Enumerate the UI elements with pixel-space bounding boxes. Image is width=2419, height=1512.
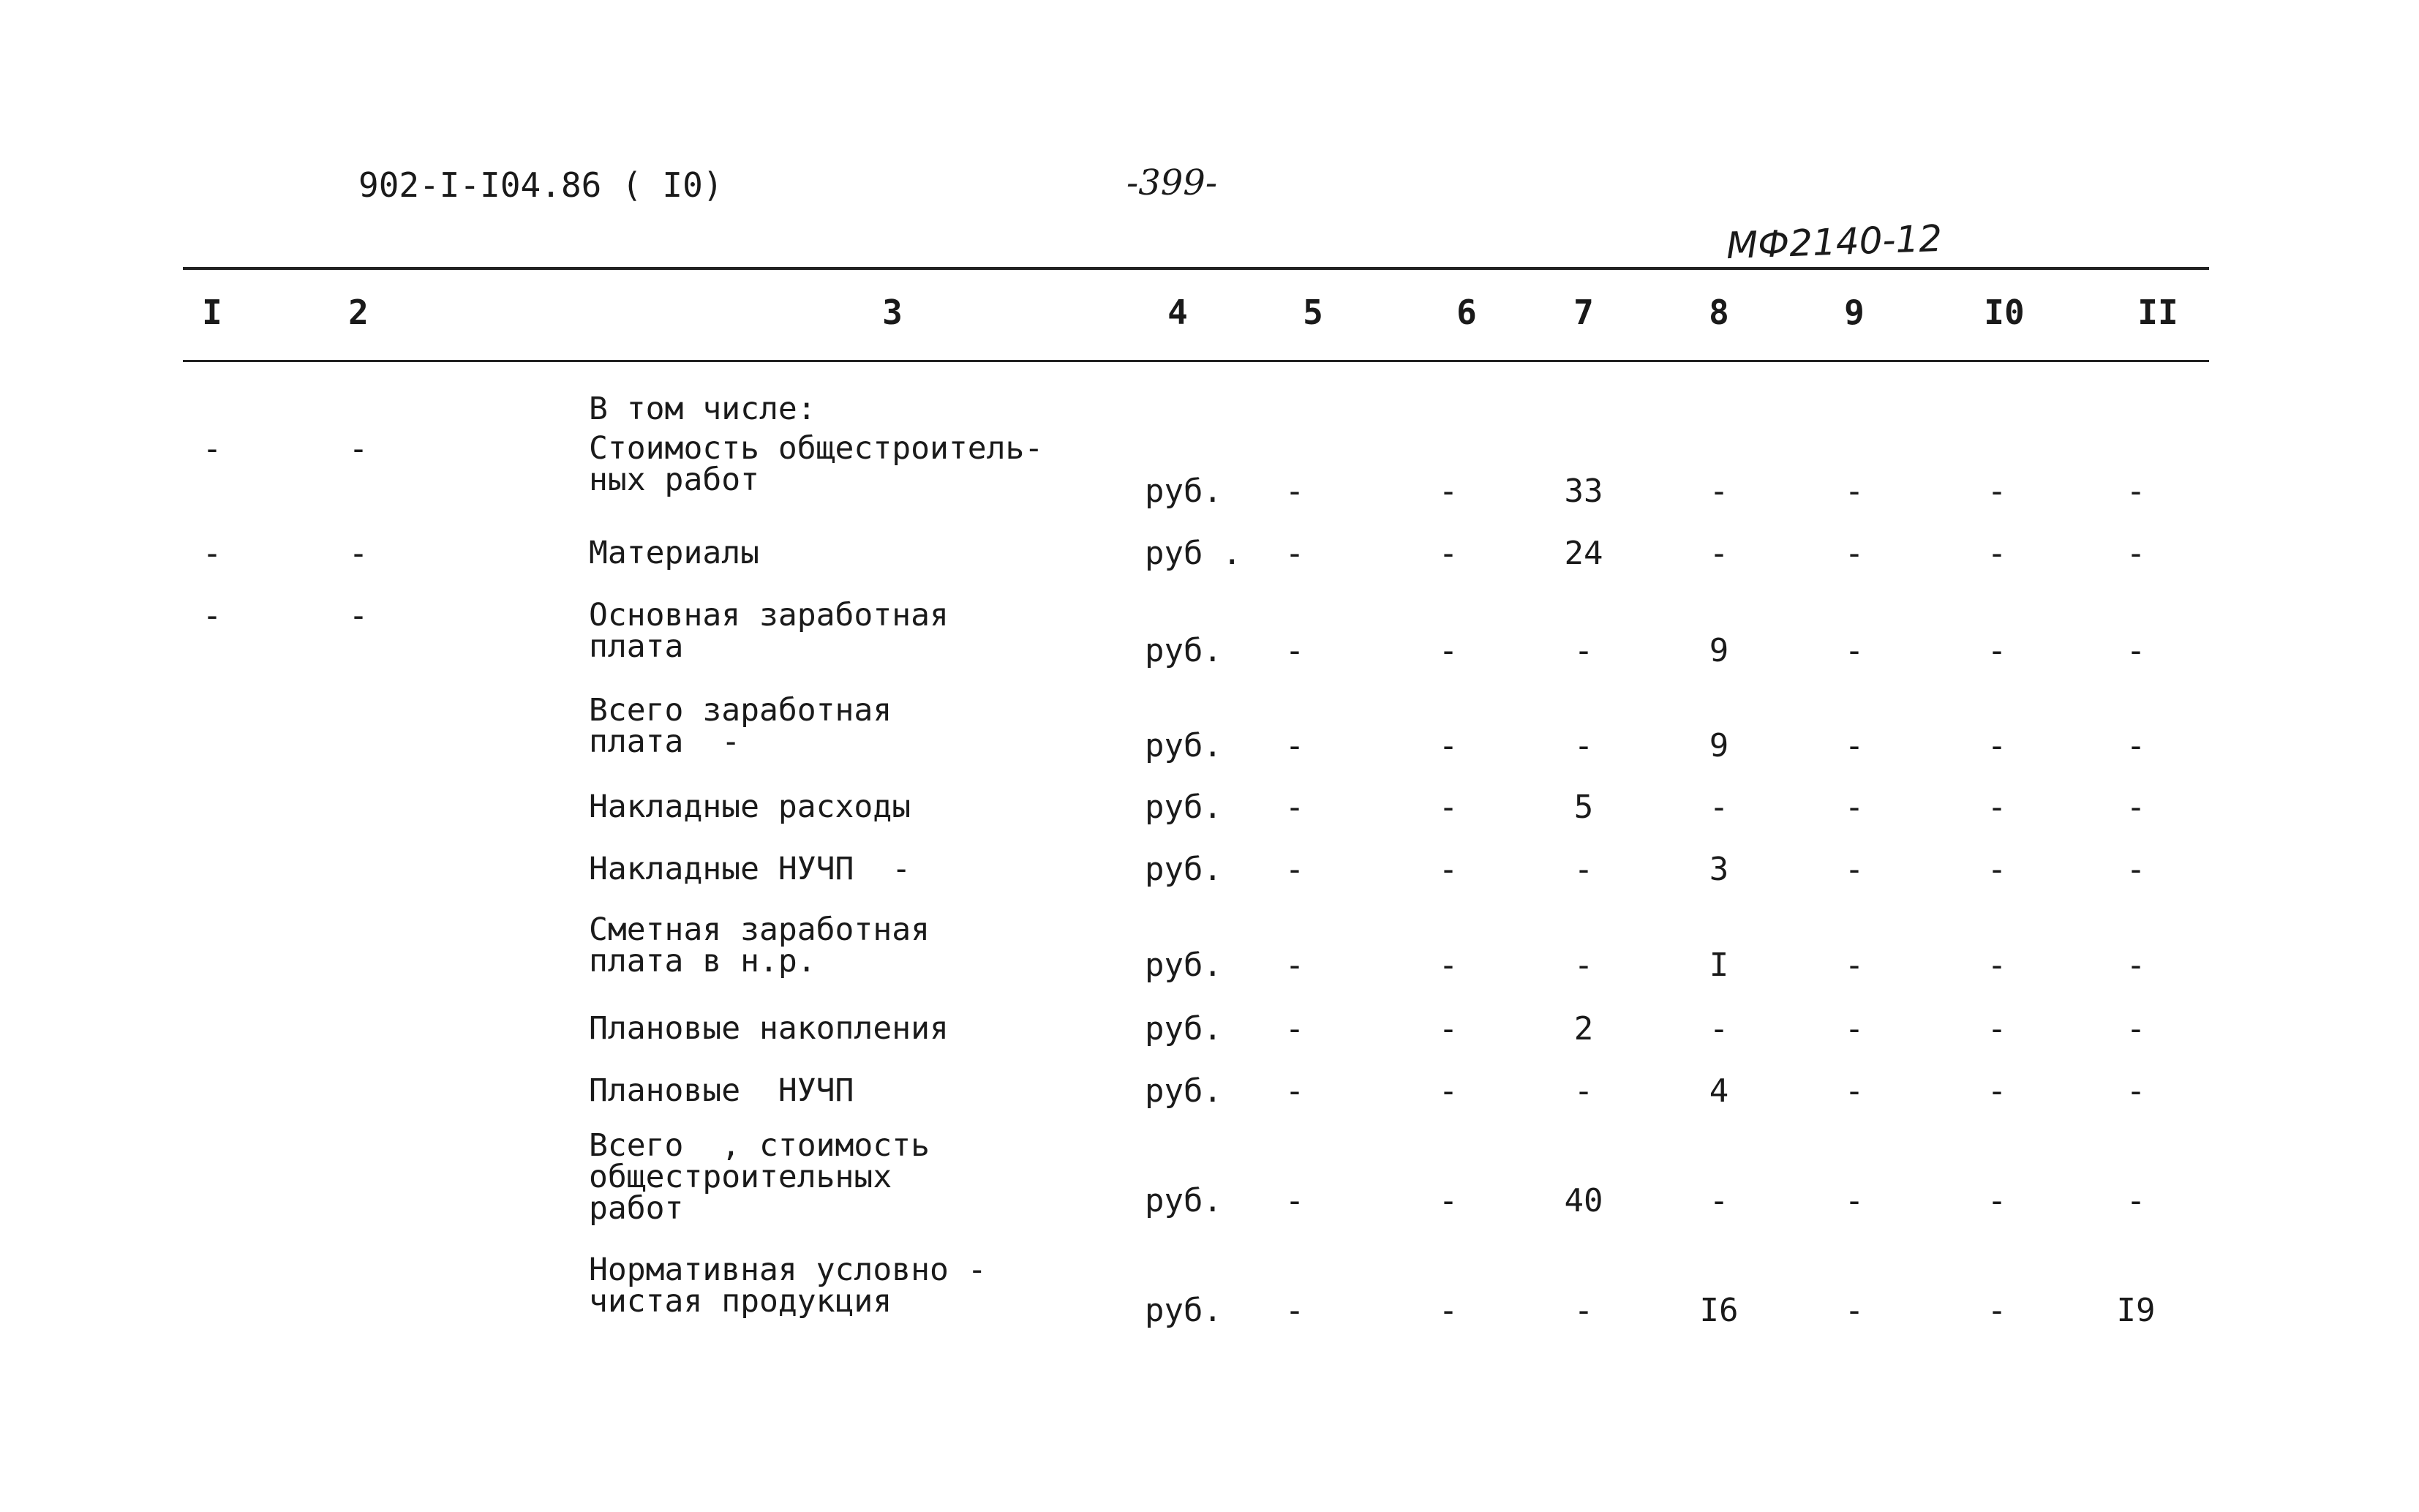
row-value-c11: - [2126,789,2146,826]
column-number: 6 [1456,293,1477,332]
row-value-c6: - [1438,789,1459,826]
row-value-c11: - [2126,1010,2146,1048]
row-description-line: Плановые НУЧП [589,1072,854,1109]
page-number: -399- [1126,162,1218,203]
row-value-c9: - [1844,473,1865,510]
row-value-c8: I6 [1699,1292,1739,1329]
row-description-line: Стоимость общестроитель- [589,430,1044,467]
row-value-c9: - [1844,1292,1865,1329]
row-value-c8: 3 [1709,851,1729,888]
column-number: II [2137,293,2178,332]
column-number: 4 [1167,293,1188,332]
row-value-c11: - [2126,1072,2146,1110]
row-value-c5: - [1284,947,1305,984]
handwritten-stamp: МФ2140-12 [1726,217,1944,268]
row-value-c6: - [1438,473,1459,510]
row-value-c10: - [1987,947,2007,984]
row-value-c5: - [1284,789,1305,826]
row-col-1: - [202,430,222,467]
row-col-2: - [348,597,369,634]
row-value-c10: - [1987,473,2007,510]
row-value-c7: - [1573,632,1594,669]
row-unit: руб. [1145,473,1222,510]
column-number: I0 [1984,293,2025,332]
column-number: I [202,293,222,332]
row-value-c10: - [1987,632,2007,669]
row-value-c7: 5 [1573,789,1594,826]
row-description-line: плата [589,628,684,665]
row-value-c5: - [1284,851,1305,888]
row-unit: руб. [1145,727,1222,764]
row-value-c9: - [1844,1072,1865,1110]
row-description-line: плата в н.р. [589,943,816,979]
row-value-c11: - [2126,473,2146,510]
row-value-c8: 9 [1709,727,1729,764]
column-number: 9 [1844,293,1865,332]
row-description-line: Накладные расходы [589,789,911,825]
row-value-c10: - [1987,535,2007,572]
row-value-c10: - [1987,1010,2007,1048]
row-unit: руб. [1145,789,1222,826]
row-value-c10: - [1987,851,2007,888]
row-value-c8: - [1709,473,1729,510]
row-value-c7: - [1573,1292,1594,1329]
row-value-c7: 24 [1564,535,1603,572]
row-description-line: Всего , стоимость [589,1127,930,1164]
row-description-line: Всего заработная [589,692,892,729]
row-value-c7: - [1573,947,1594,984]
column-number: 8 [1709,293,1729,332]
row-unit: руб. [1145,1292,1222,1329]
row-value-c10: - [1987,1072,2007,1110]
row-value-c9: - [1844,535,1865,572]
row-value-c6: - [1438,1182,1459,1219]
row-description-line: Материалы [589,535,759,571]
row-value-c8: 9 [1709,632,1729,669]
column-number: 3 [882,293,903,332]
row-value-c11: - [2126,1182,2146,1219]
row-description-line: чистая продукция [589,1283,892,1320]
row-value-c6: - [1438,632,1459,669]
column-number: 7 [1573,293,1594,332]
row-description-line: Основная заработная [589,597,949,633]
row-value-c5: - [1284,535,1305,572]
row-value-c10: - [1987,727,2007,764]
column-number: 5 [1303,293,1323,332]
section-label: В том числе: [589,391,816,427]
row-value-c11: - [2126,947,2146,984]
row-value-c9: - [1844,727,1865,764]
row-col-2: - [348,535,369,572]
row-unit: руб. [1145,947,1222,984]
row-unit: руб. [1145,1182,1222,1219]
row-value-c6: - [1438,947,1459,984]
row-unit: руб. [1145,1010,1222,1048]
row-description-line: Плановые накопления [589,1010,949,1047]
row-value-c7: 33 [1564,473,1603,510]
row-value-c6: - [1438,851,1459,888]
row-value-c5: - [1284,1072,1305,1110]
row-description-line: Накладные НУЧП - [589,851,911,887]
row-description-line: плата - [589,723,741,760]
table-header-rule [183,360,2209,362]
table-top-rule [183,267,2209,270]
row-value-c5: - [1284,1292,1305,1329]
row-value-c11: - [2126,535,2146,572]
row-col-2: - [348,430,369,467]
row-description-line: Нормативная условно - [589,1252,987,1288]
row-value-c9: - [1844,851,1865,888]
row-value-c9: - [1844,947,1865,984]
row-description-line: ных работ [589,462,759,498]
row-col-1: - [202,597,222,634]
row-value-c5: - [1284,1182,1305,1219]
row-value-c7: 40 [1564,1182,1603,1219]
row-value-c6: - [1438,727,1459,764]
document-code: 902-I-I04.86 ( I0) [358,165,723,205]
row-value-c8: - [1709,1010,1729,1048]
row-unit: руб . [1145,535,1242,572]
row-value-c9: - [1844,1010,1865,1048]
row-value-c8: - [1709,535,1729,572]
row-value-c11: - [2126,727,2146,764]
row-description-line: работ [589,1190,684,1227]
column-number: 2 [348,293,369,332]
row-unit: руб. [1145,632,1222,669]
row-value-c8: - [1709,789,1729,826]
row-value-c5: - [1284,1010,1305,1048]
row-value-c7: - [1573,851,1594,888]
row-description-line: Сметная заработная [589,911,930,948]
row-value-c10: - [1987,789,2007,826]
row-value-c8: - [1709,1182,1729,1219]
row-description-line: общестроительных [589,1159,892,1195]
row-value-c8: 4 [1709,1072,1729,1110]
row-value-c7: - [1573,1072,1594,1110]
row-value-c10: - [1987,1292,2007,1329]
row-value-c7: 2 [1573,1010,1594,1048]
row-value-c11: - [2126,851,2146,888]
row-value-c5: - [1284,727,1305,764]
row-value-c9: - [1844,1182,1865,1219]
row-value-c6: - [1438,1010,1459,1048]
row-value-c9: - [1844,789,1865,826]
row-value-c6: - [1438,1072,1459,1110]
row-unit: руб. [1145,1072,1222,1110]
row-value-c8: I [1709,947,1729,984]
row-value-c11: - [2126,632,2146,669]
row-value-c6: - [1438,1292,1459,1329]
row-value-c10: - [1987,1182,2007,1219]
row-value-c5: - [1284,632,1305,669]
row-value-c11: I9 [2116,1292,2156,1329]
row-unit: руб. [1145,851,1222,888]
row-value-c9: - [1844,632,1865,669]
row-value-c5: - [1284,473,1305,510]
row-value-c6: - [1438,535,1459,572]
row-col-1: - [202,535,222,572]
row-value-c7: - [1573,727,1594,764]
